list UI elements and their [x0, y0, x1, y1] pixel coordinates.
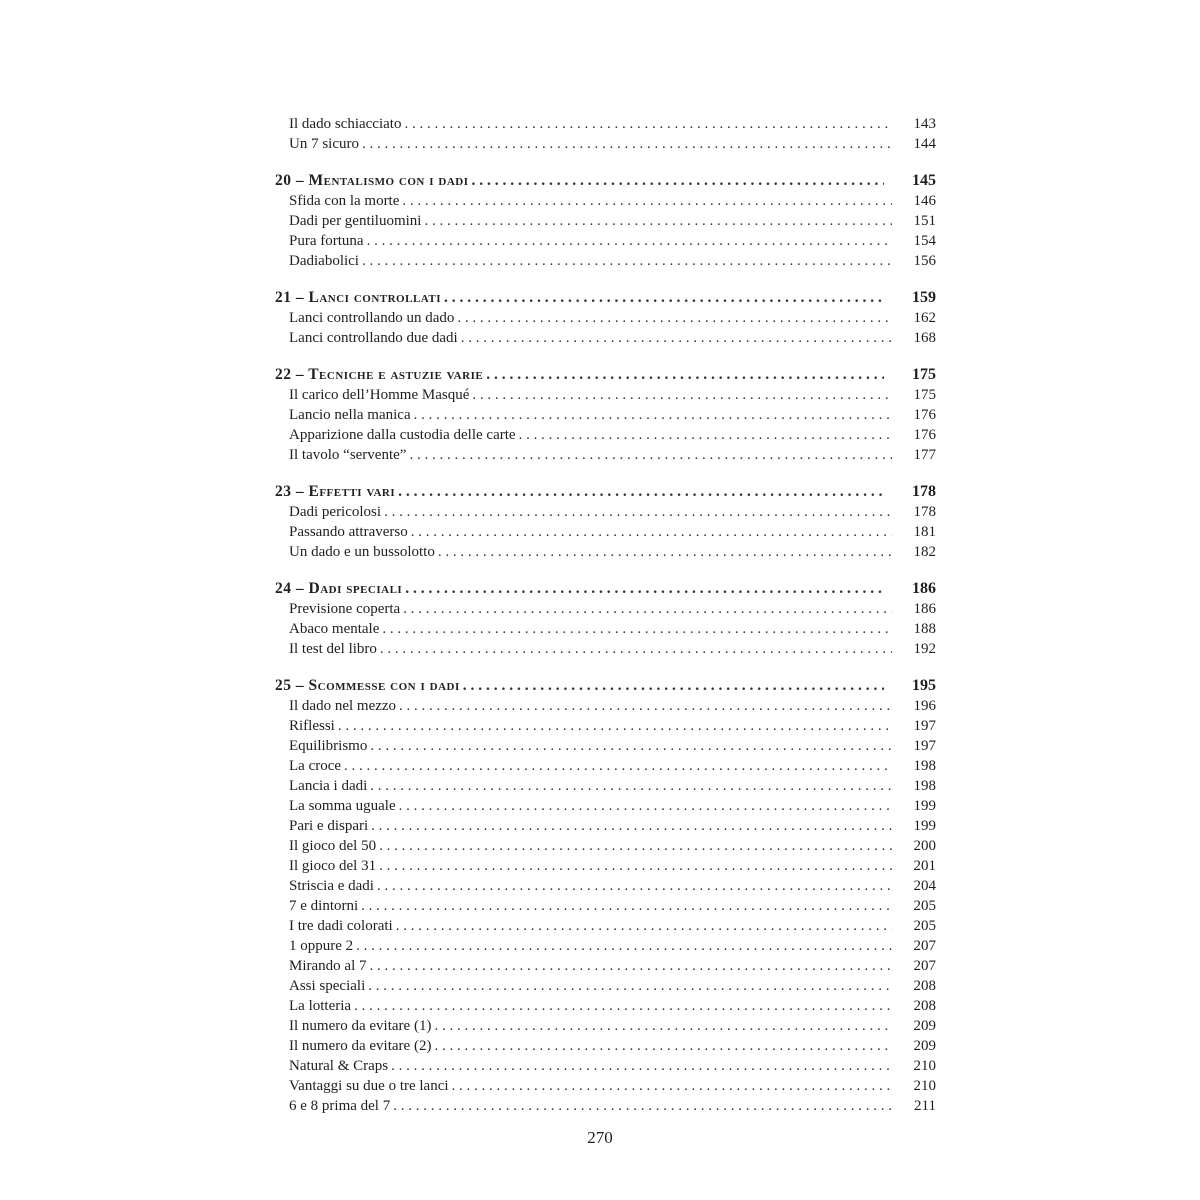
dot-leader — [377, 876, 892, 896]
dot-leader — [362, 134, 892, 154]
page-ref: 210 — [913, 1058, 936, 1074]
toc-entry-row — [275, 231, 936, 251]
dot-leader — [367, 231, 892, 251]
page-ref: 207 — [913, 958, 936, 974]
page-ref: 210 — [913, 1078, 936, 1094]
entry-title: Il numero da evitare (1) — [289, 1018, 432, 1034]
toc-chapter-row — [275, 171, 936, 191]
toc-entry-row — [275, 776, 936, 796]
chapter-title: 22 – Tecniche e astuzie varie — [275, 366, 484, 383]
page-ref: 205 — [913, 918, 936, 934]
dot-leader — [379, 856, 892, 876]
dot-leader — [393, 1096, 892, 1116]
page-ref: 175 — [913, 387, 936, 403]
page-ref: 205 — [913, 898, 936, 914]
toc-entry-row — [275, 996, 936, 1016]
entry-title: Passando attraverso — [289, 524, 408, 540]
toc-chapter-row — [275, 288, 936, 308]
entry-title: La somma uguale — [289, 798, 396, 814]
toc-entry-row — [275, 1056, 936, 1076]
toc-entry-row — [275, 956, 936, 976]
page-ref: 151 — [913, 213, 936, 229]
page-ref: 199 — [913, 818, 936, 834]
entry-title: I tre dadi colorati — [289, 918, 393, 934]
dot-leader — [438, 542, 892, 562]
toc-entry-row — [275, 502, 936, 522]
entry-title: Pura fortuna — [289, 233, 364, 249]
entry-title: Abaco mentale — [289, 621, 380, 637]
dot-leader — [486, 365, 884, 385]
entry-title: Un 7 sicuro — [289, 136, 359, 152]
dot-leader — [354, 996, 892, 1016]
entry-title: Previsione coperta — [289, 601, 401, 617]
entry-title: Assi speciali — [289, 978, 366, 994]
toc-chapter-row — [275, 579, 936, 599]
toc-entry-row — [275, 522, 936, 542]
toc-entry-row — [275, 385, 936, 405]
page-ref: 182 — [913, 544, 936, 560]
dot-leader — [382, 619, 892, 639]
dot-leader — [472, 385, 892, 405]
dot-leader — [370, 736, 892, 756]
entry-title: Il gioco del 31 — [289, 858, 377, 874]
entry-title: Dadiabolici — [289, 253, 359, 269]
entry-title: Un dado e un bussolotto — [289, 544, 435, 560]
entry-title: Lancia i dadi — [289, 778, 368, 794]
entry-title: Il test del libro — [289, 641, 377, 657]
page-ref: 159 — [912, 289, 936, 306]
page-ref: 186 — [912, 580, 936, 597]
dot-leader — [457, 308, 892, 328]
page-ref: 178 — [912, 483, 936, 500]
dot-leader — [434, 1016, 892, 1036]
toc-entry-row — [275, 599, 936, 619]
toc-entry-row — [275, 1096, 936, 1116]
entry-title: La lotteria — [289, 998, 352, 1014]
page-ref: 200 — [913, 838, 936, 854]
toc-entry-row — [275, 639, 936, 659]
dot-leader — [399, 796, 892, 816]
page-ref: 188 — [913, 621, 936, 637]
toc-chapter-row — [275, 676, 936, 696]
dot-leader — [405, 579, 884, 599]
dot-leader — [396, 916, 892, 936]
toc-entry-row — [275, 425, 936, 445]
entry-title: Pari e dispari — [289, 818, 369, 834]
entry-title: Equilibrismo — [289, 738, 368, 754]
toc-entry-row — [275, 1016, 936, 1036]
dot-leader — [403, 599, 892, 619]
entry-title: Il numero da evitare (2) — [289, 1038, 432, 1054]
toc-entry-row — [275, 696, 936, 716]
dot-leader — [370, 776, 892, 796]
page-ref: 209 — [913, 1038, 936, 1054]
toc-entry-row — [275, 445, 936, 465]
page-ref: 208 — [913, 978, 936, 994]
toc-entry-row — [275, 114, 936, 134]
chapter-title: 25 – Scommesse con i dadi — [275, 677, 460, 694]
page-ref: 186 — [913, 601, 936, 617]
page-ref: 176 — [913, 427, 936, 443]
page-ref: 197 — [913, 738, 936, 754]
toc-entry-row — [275, 836, 936, 856]
toc-entry-row — [275, 328, 936, 348]
toc-chapter-row — [275, 482, 936, 502]
entry-title: Mirando al 7 — [289, 958, 367, 974]
page-ref: 143 — [913, 116, 936, 132]
page-ref: 145 — [912, 172, 936, 189]
page-ref: 176 — [913, 407, 936, 423]
toc-entry-row — [275, 405, 936, 425]
entry-title: Dadi pericolosi — [289, 504, 382, 520]
page-ref: 144 — [913, 136, 936, 152]
dot-leader — [338, 716, 892, 736]
toc-entry-row — [275, 211, 936, 231]
dot-leader — [409, 445, 892, 465]
toc-entry-row — [275, 976, 936, 996]
entry-title: La croce — [289, 758, 342, 774]
entry-title: Riflessi — [289, 718, 335, 734]
toc-entry-row — [275, 1036, 936, 1056]
page-ref: 178 — [913, 504, 936, 520]
page-ref: 196 — [913, 698, 936, 714]
page-ref: 181 — [913, 524, 936, 540]
page-ref: 195 — [912, 677, 936, 694]
toc-entry-row — [275, 856, 936, 876]
toc-entry-row — [275, 542, 936, 562]
entry-title: Dadi per gentiluomini — [289, 213, 422, 229]
toc-entry-row — [275, 736, 936, 756]
toc-entry-row — [275, 191, 936, 211]
chapter-title: 20 – Mentalismo con i dadi — [275, 172, 469, 189]
dot-leader — [380, 639, 892, 659]
dot-leader — [463, 676, 884, 696]
entry-title: Vantaggi su due o tre lanci — [289, 1078, 449, 1094]
page-ref: 201 — [913, 858, 936, 874]
page-ref: 192 — [913, 641, 936, 657]
dot-leader — [452, 1076, 892, 1096]
dot-leader — [391, 1056, 892, 1076]
toc-entry-row — [275, 308, 936, 328]
dot-leader — [362, 251, 892, 271]
dot-leader — [384, 502, 892, 522]
toc-entry-row — [275, 916, 936, 936]
dot-leader — [344, 756, 892, 776]
entry-title: Lancio nella manica — [289, 407, 411, 423]
dot-leader — [356, 936, 892, 956]
dot-leader — [411, 522, 892, 542]
page-ref: 168 — [913, 330, 936, 346]
page-ref: 198 — [913, 778, 936, 794]
toc-entry-row — [275, 619, 936, 639]
toc-chapter-row — [275, 365, 936, 385]
page-ref: 207 — [913, 938, 936, 954]
entry-title: Natural & Craps — [289, 1058, 389, 1074]
dot-leader — [461, 328, 892, 348]
dot-leader — [371, 816, 892, 836]
chapter-title: 23 – Effetti vari — [275, 483, 396, 500]
page-ref: 146 — [913, 193, 936, 209]
page-number: 270 — [587, 1128, 613, 1147]
dot-leader — [402, 191, 892, 211]
page-ref: 175 — [912, 366, 936, 383]
entry-title: 6 e 8 prima del 7 — [289, 1098, 391, 1114]
dot-leader — [424, 211, 892, 231]
page-ref: 154 — [913, 233, 936, 249]
page-ref: 209 — [913, 1018, 936, 1034]
chapter-title: 21 – Lanci controllati — [275, 289, 442, 306]
entry-title: Lanci controllando due dadi — [289, 330, 458, 346]
table-of-contents — [275, 114, 936, 1116]
entry-title: 1 oppure 2 — [289, 938, 354, 954]
dot-leader — [361, 896, 892, 916]
entry-title: Sfida con la morte — [289, 193, 400, 209]
toc-entry-row — [275, 1076, 936, 1096]
entry-title: Striscia e dadi — [289, 878, 374, 894]
entry-title: Lanci controllando un dado — [289, 310, 455, 326]
dot-leader — [472, 171, 884, 191]
toc-entry-row — [275, 876, 936, 896]
dot-leader — [444, 288, 884, 308]
page-ref: 197 — [913, 718, 936, 734]
dot-leader — [519, 425, 892, 445]
page-ref: 204 — [913, 878, 936, 894]
toc-entry-row — [275, 896, 936, 916]
entry-title: Il dado nel mezzo — [289, 698, 397, 714]
page-ref: 177 — [913, 447, 936, 463]
dot-leader — [414, 405, 892, 425]
dot-leader — [404, 114, 892, 134]
toc-entry-row — [275, 716, 936, 736]
toc-entry-row — [275, 756, 936, 776]
chapter-title: 24 – Dadi speciali — [275, 580, 403, 597]
page-ref: 156 — [913, 253, 936, 269]
toc-entry-row — [275, 936, 936, 956]
dot-leader — [369, 956, 892, 976]
entry-title: Il gioco del 50 — [289, 838, 377, 854]
page-ref: 211 — [914, 1098, 936, 1114]
entry-title: Apparizione dalla custodia delle carte — [289, 427, 516, 443]
toc-entry-row — [275, 134, 936, 154]
page-ref: 208 — [913, 998, 936, 1014]
dot-leader — [398, 482, 884, 502]
page-ref: 198 — [913, 758, 936, 774]
dot-leader — [399, 696, 892, 716]
entry-title: 7 e dintorni — [289, 898, 359, 914]
entry-title: Il carico dell’Homme Masqué — [289, 387, 470, 403]
page-ref: 199 — [913, 798, 936, 814]
entry-title: Il tavolo “servente” — [289, 447, 407, 463]
dot-leader — [368, 976, 892, 996]
dot-leader — [434, 1036, 892, 1056]
page-ref: 162 — [913, 310, 936, 326]
dot-leader — [379, 836, 892, 856]
toc-entry-row — [275, 251, 936, 271]
toc-entry-row — [275, 816, 936, 836]
entry-title: Il dado schiacciato — [289, 116, 402, 132]
toc-entry-row — [275, 796, 936, 816]
